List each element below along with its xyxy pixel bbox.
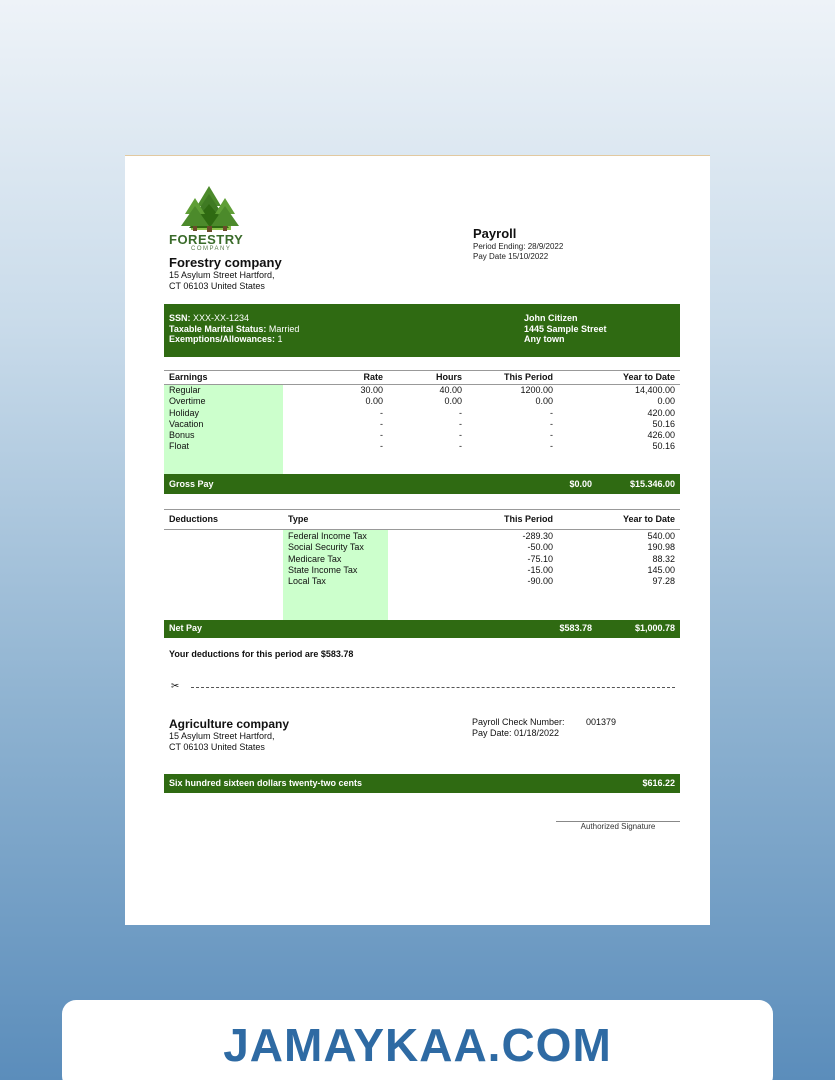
table-cell: 14,400.00 bbox=[634, 385, 675, 395]
check-company-name: Agriculture company bbox=[169, 717, 290, 731]
table-row: Local Tax bbox=[288, 576, 326, 587]
check-address-line1: 15 Asylum Street Hartford, bbox=[169, 731, 275, 741]
table-cell: 420.00 bbox=[647, 407, 675, 418]
employee-name: John Citizen bbox=[524, 313, 578, 323]
pay-date: Pay Date 15/10/2022 bbox=[473, 252, 549, 261]
earnings-header-ytd: Year to Date bbox=[622, 372, 675, 382]
table-row: Regular bbox=[169, 385, 201, 395]
table-cell: - bbox=[550, 430, 553, 441]
table-cell: 50.16 bbox=[652, 418, 675, 429]
scissors-icon: ✂ bbox=[171, 681, 180, 692]
check-pay-date: Pay Date: 01/18/2022 bbox=[472, 728, 560, 738]
net-pay-label: Net Pay bbox=[169, 623, 203, 633]
net-pay-ytd: $1,000.78 bbox=[634, 623, 675, 633]
table-cell: - bbox=[380, 441, 383, 452]
company-name: Forestry company bbox=[169, 255, 282, 270]
gross-pay-label: Gross Pay bbox=[169, 479, 214, 489]
payroll-document bbox=[125, 155, 710, 925]
table-row: Holiday bbox=[169, 407, 200, 418]
employee-town: Any town bbox=[524, 334, 565, 344]
deductions-summary: Your deductions for this period are $583.78 bbox=[169, 649, 354, 659]
deductions-ytd-column bbox=[595, 531, 675, 587]
employee-info-band bbox=[164, 304, 680, 357]
table-cell: - bbox=[380, 430, 383, 441]
table-row: Medicare Tax bbox=[288, 553, 342, 564]
table-row: Overtime bbox=[169, 396, 206, 407]
deductions-header-type: Type bbox=[288, 514, 309, 524]
logo-subtitle: COMPANY bbox=[191, 246, 232, 252]
deductions-top-rule bbox=[164, 509, 680, 510]
deductions-header-ytd: Year to Date bbox=[622, 514, 675, 524]
deductions-type-column bbox=[288, 531, 388, 587]
table-cell: -75.10 bbox=[527, 553, 553, 564]
table-row: State Income Tax bbox=[288, 564, 358, 575]
table-row: Bonus bbox=[169, 430, 195, 441]
signature-label: Authorized Signature bbox=[580, 822, 656, 831]
table-cell: 426.00 bbox=[647, 430, 675, 441]
table-cell: -15.00 bbox=[527, 564, 553, 575]
table-cell: - bbox=[380, 418, 383, 429]
check-number: 001379 bbox=[586, 717, 617, 727]
earnings-header-hours: Hours bbox=[435, 372, 462, 382]
table-cell: 190.98 bbox=[647, 542, 675, 553]
company-address-line2: CT 06103 United States bbox=[169, 281, 265, 291]
check-amount-words: Six hundred sixteen dollars twenty-two cents bbox=[169, 778, 363, 788]
company-address-line1: 15 Asylum Street Hartford, bbox=[169, 270, 275, 280]
table-cell: -50.00 bbox=[527, 542, 553, 553]
net-pay-bar bbox=[164, 620, 680, 638]
check-amount-bar bbox=[164, 774, 680, 793]
table-cell: 0.00 bbox=[365, 396, 383, 407]
table-cell: 30.00 bbox=[360, 385, 383, 395]
earnings-period-column bbox=[473, 385, 553, 453]
exemptions-value: 1 bbox=[277, 334, 283, 344]
table-cell: - bbox=[459, 407, 462, 418]
table-cell: -289.30 bbox=[522, 531, 553, 541]
deductions-header-rule bbox=[164, 529, 680, 530]
earnings-header-label: Earnings bbox=[169, 372, 208, 382]
table-row: Float bbox=[169, 441, 190, 452]
check-address-line2: CT 06103 United States bbox=[169, 742, 265, 752]
table-row: Federal Income Tax bbox=[288, 531, 367, 541]
table-cell: - bbox=[550, 407, 553, 418]
exemptions-label: Exemptions/Allowances: bbox=[169, 334, 276, 344]
table-cell: 40.00 bbox=[439, 385, 462, 395]
table-cell: - bbox=[550, 441, 553, 452]
period-ending: Period Ending: 28/9/2022 bbox=[473, 242, 564, 251]
marital-label: Taxable Marital Status: bbox=[169, 323, 267, 334]
employee-street: 1445 Sample Street bbox=[524, 323, 607, 334]
net-pay-period: $583.78 bbox=[559, 623, 592, 633]
earnings-label-column bbox=[169, 385, 269, 453]
ssn-label: SSN: bbox=[169, 313, 191, 323]
table-cell: - bbox=[550, 418, 553, 429]
marital-status-line bbox=[169, 324, 299, 335]
earnings-header-period: This Period bbox=[503, 372, 553, 382]
table-cell: 50.16 bbox=[652, 441, 675, 452]
table-cell: -90.00 bbox=[527, 576, 553, 587]
exemptions-line bbox=[169, 334, 283, 345]
table-cell: 145.00 bbox=[647, 564, 675, 575]
logo-wordmark: FORESTRY bbox=[169, 232, 244, 247]
ssn-value: XXX-XX-1234 bbox=[193, 313, 250, 323]
table-row: Vacation bbox=[169, 418, 204, 429]
table-cell: 1200.00 bbox=[520, 385, 553, 395]
table-cell: - bbox=[459, 441, 462, 452]
table-cell: 0.00 bbox=[444, 396, 462, 407]
deductions-period-column bbox=[473, 531, 553, 587]
marital-value: Married bbox=[268, 323, 300, 334]
deductions-header-label: Deductions bbox=[169, 514, 219, 524]
deductions-header-period: This Period bbox=[503, 514, 553, 524]
table-cell: 97.28 bbox=[652, 576, 675, 587]
earnings-ytd-column bbox=[595, 385, 675, 453]
table-cell: 0.00 bbox=[535, 396, 553, 407]
table-cell: - bbox=[459, 430, 462, 441]
cut-line bbox=[191, 687, 675, 688]
earnings-header-rate: Rate bbox=[363, 372, 383, 382]
ssn-line bbox=[169, 313, 249, 324]
check-number-label: Payroll Check Number: bbox=[472, 717, 565, 727]
gross-pay-bar bbox=[164, 474, 680, 494]
table-row: Social Security Tax bbox=[288, 542, 364, 553]
gross-pay-period: $0.00 bbox=[569, 479, 592, 489]
footer-banner bbox=[62, 1000, 773, 1080]
check-amount: $616.22 bbox=[642, 778, 675, 788]
table-cell: 0.00 bbox=[657, 396, 675, 407]
payroll-title: Payroll bbox=[473, 226, 517, 241]
earnings-rate-column bbox=[323, 385, 383, 453]
table-cell: 540.00 bbox=[647, 531, 675, 541]
footer-brand: JAMAYKAA.COM bbox=[223, 1019, 612, 1071]
earnings-top-rule bbox=[164, 370, 680, 371]
earnings-hours-column bbox=[402, 385, 462, 453]
table-cell: - bbox=[459, 418, 462, 429]
table-cell: - bbox=[380, 407, 383, 418]
table-cell: 88.32 bbox=[652, 553, 675, 564]
gross-pay-ytd: $15.346.00 bbox=[629, 479, 675, 489]
